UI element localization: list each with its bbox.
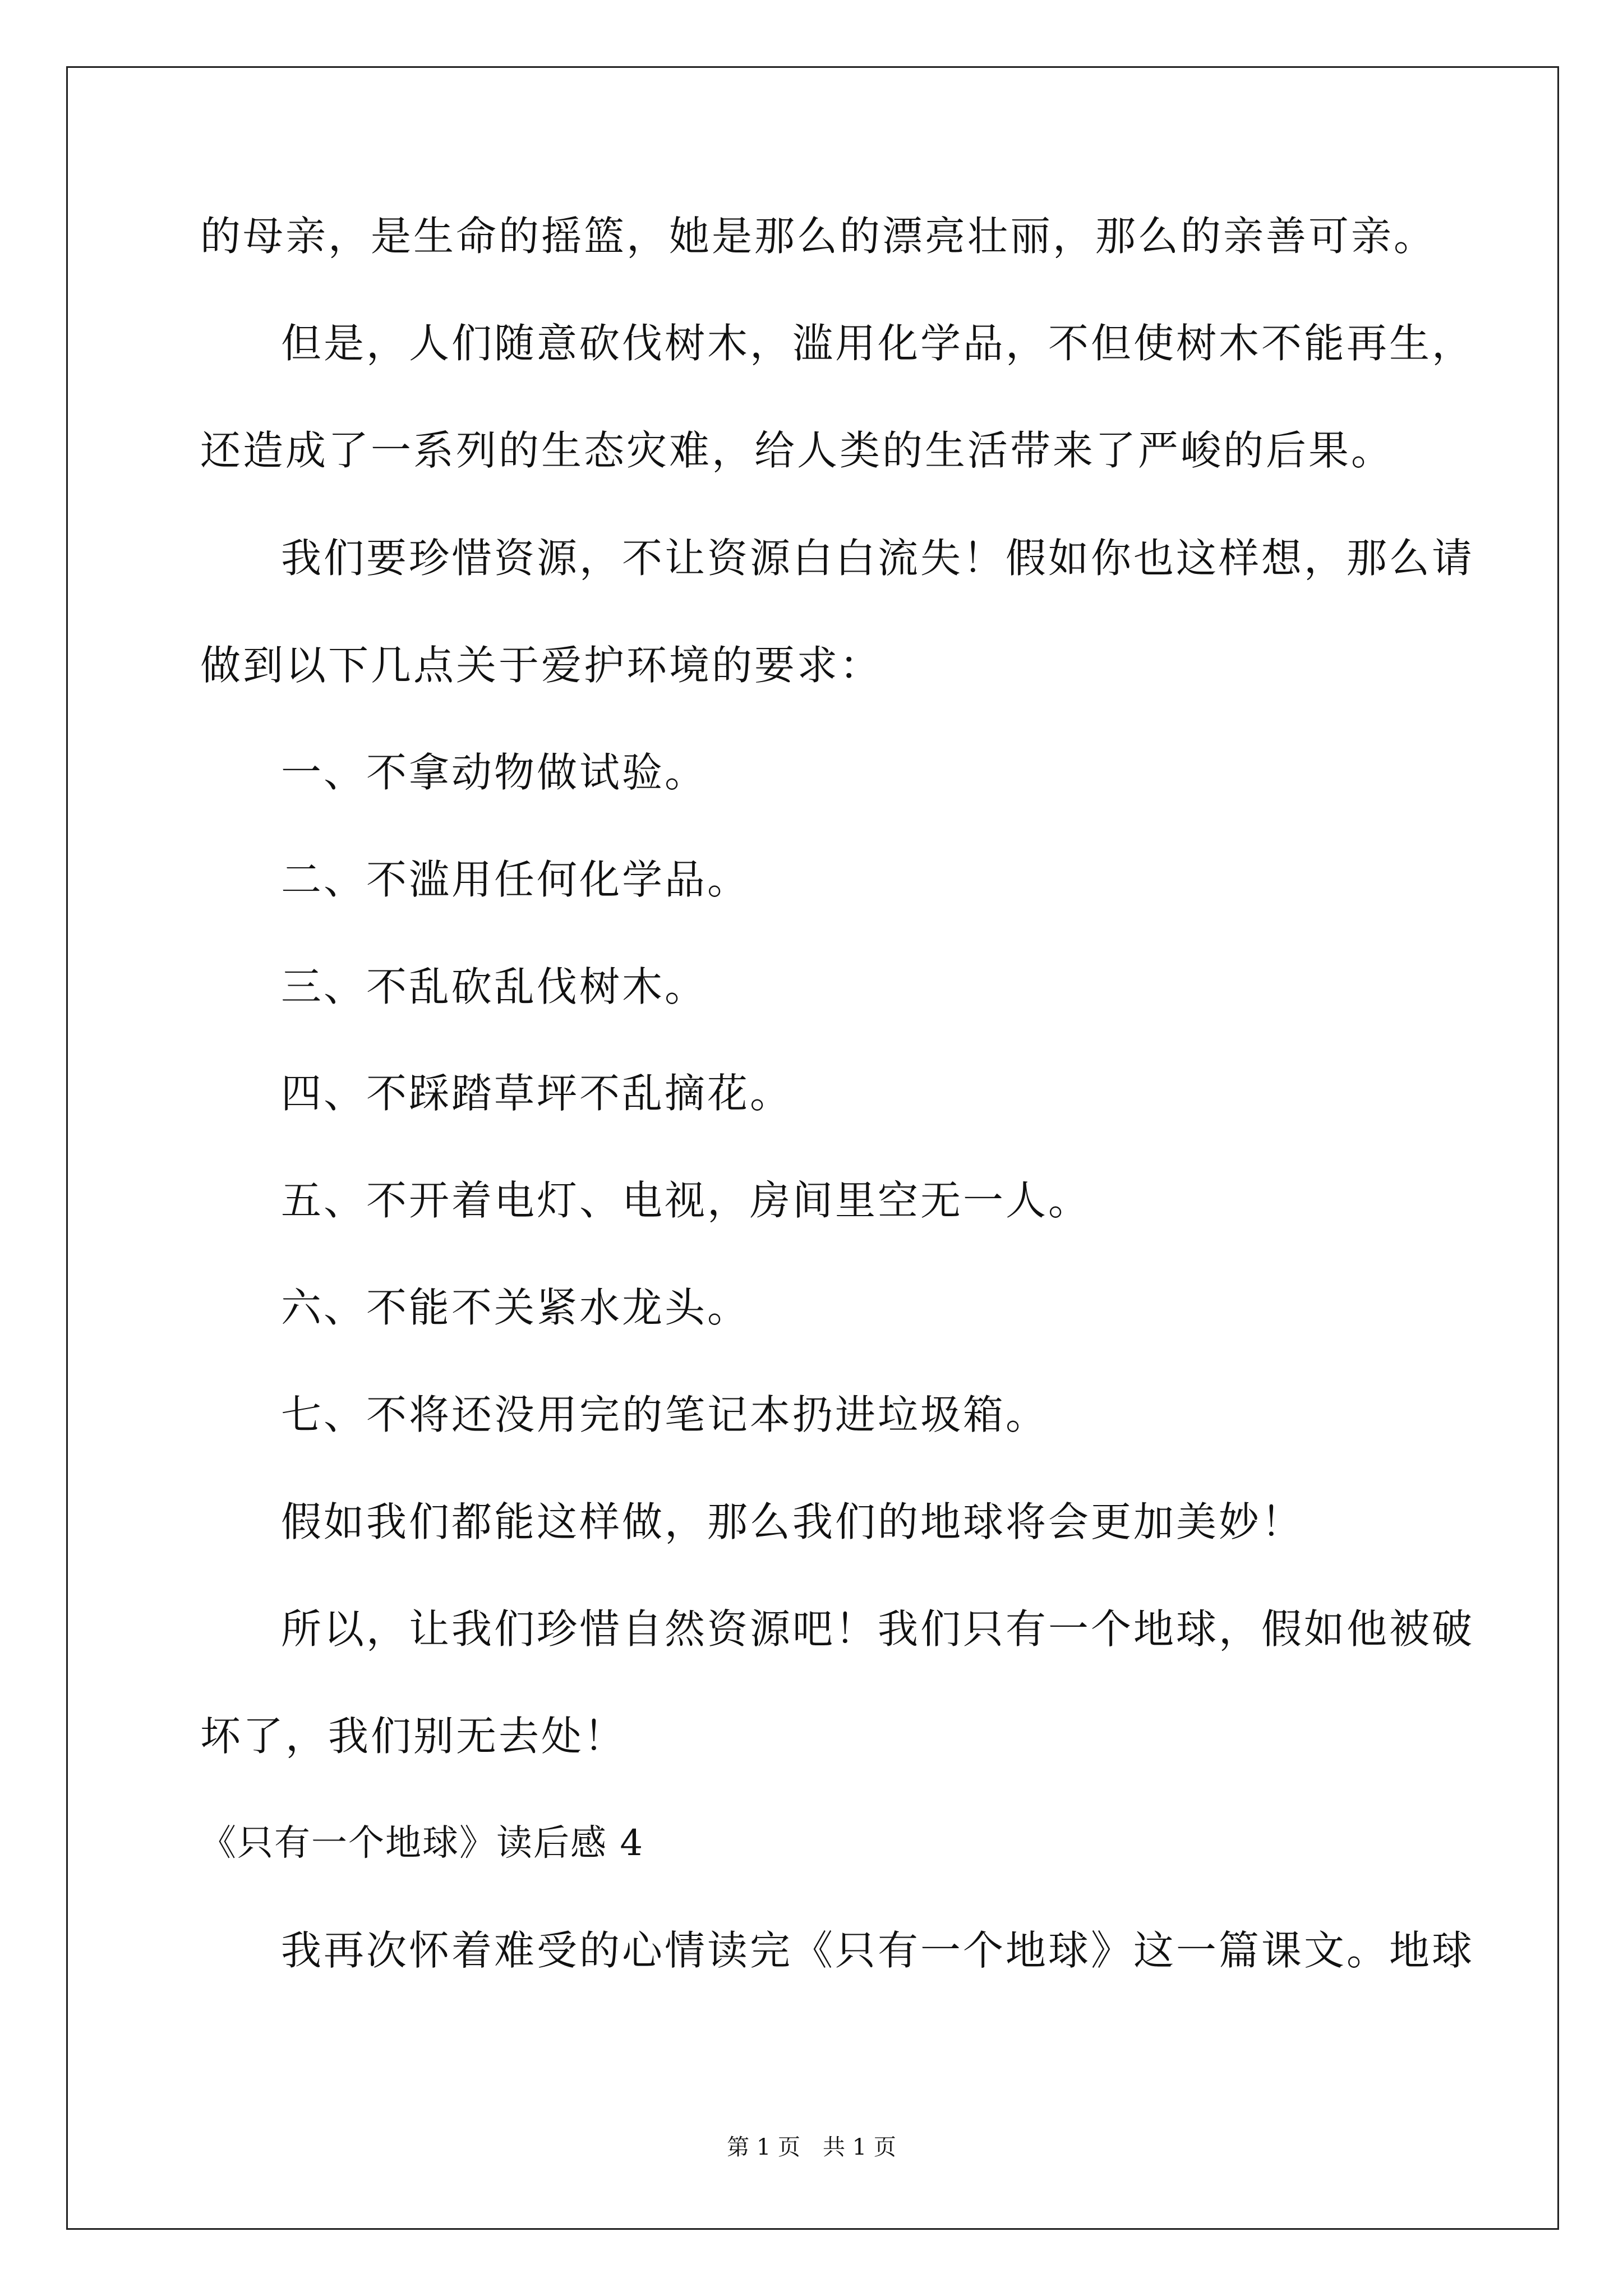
paragraph-line: 假如我们都能这样做，那么我们的地球将会更加美妙！ <box>281 1498 1304 1545</box>
list-item: 五、不开着电灯、电视，房间里空无一人。 <box>281 1177 1091 1224</box>
paragraph-line: 我们要珍惜资源，不让资源白白流失！假如你也这样想，那么请 <box>281 535 1475 582</box>
list-item: 二、不滥用任何化学品。 <box>281 856 750 903</box>
paragraph-line: 还造成了一系列的生态灾难，给人类的生活带来了严峻的后果。 <box>200 427 1394 474</box>
paragraph-line: 我再次怀着难受的心情读完《只有一个地球》这一篇课文。地球 <box>281 1927 1475 1974</box>
page-number-footer: 第 1 页 共 1 页 <box>727 2134 896 2160</box>
paragraph-line: 但是，人们随意砍伐树木，滥用化学品，不但使树木不能再生， <box>281 320 1475 367</box>
list-item: 一、不拿动物做试验。 <box>281 749 708 796</box>
list-item: 三、不乱砍乱伐树木。 <box>281 963 708 1010</box>
paragraph-line: 的母亲，是生命的摇篮，她是那么的漂亮壮丽，那么的亲善可亲。 <box>200 213 1437 260</box>
section-heading: 《只有一个地球》读后感 4 <box>200 1823 644 1864</box>
paragraph-line: 所以，让我们珍惜自然资源吧！我们只有一个地球，假如他被破 <box>281 1605 1475 1653</box>
list-item: 七、不将还没用完的笔记本扔进垃圾箱。 <box>281 1391 1049 1438</box>
page-frame <box>66 66 1559 2230</box>
paragraph-line: 坏了，我们别无去处！ <box>200 1713 627 1760</box>
list-item: 四、不踩踏草坪不乱摘花。 <box>281 1070 793 1117</box>
paragraph-line: 做到以下几点关于爱护环境的要求： <box>200 642 883 689</box>
list-item: 六、不能不关紧水龙头。 <box>281 1284 750 1331</box>
